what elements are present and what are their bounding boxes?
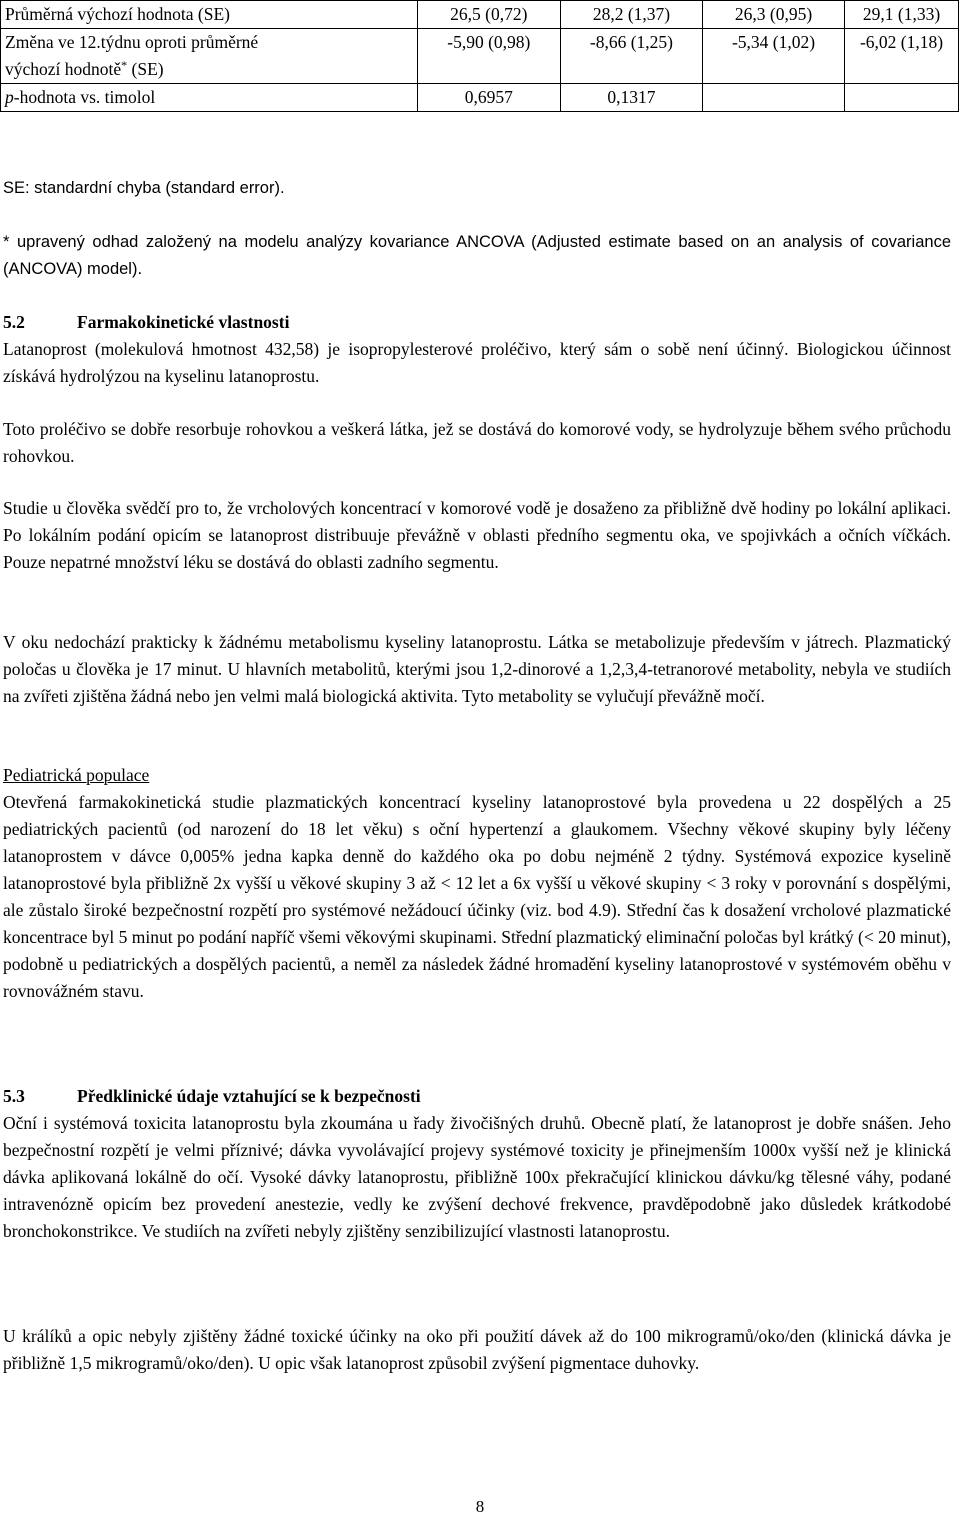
paragraph: Latanoprost (molekulová hmotnost 432,58) je isopropylesterové proléčivo, který sám o sobě není účinný. Biologickou účinnost získává hydrolýzou na kyselinu latanoprostu. xyxy=(3,339,951,386)
asterisk-mark: * xyxy=(121,58,128,72)
section-number: 5.2 xyxy=(3,312,25,332)
paragraph: Studie u člověka svědčí pro to, že vrcholových koncentrací v komorové vodě je dosaženo za přibližně dvě hodiny po lokální aplikaci. Po lokálním podání opicím se latanoprost distribuuje převážně v oblasti předního segmentu oka, ve spojivkách a očních víčkách. Pouze nepatrné množství léku se dostává do oblasti zadního segmentu. xyxy=(3,498,951,572)
table-row xyxy=(1,84,959,112)
paragraph: V oku nedochází prakticky k žádnému metabolismu kyseliny latanoprostu. Látka se metabolizuje především v játrech. Plazmatický poločas u člověka je 17 minut. U hlavních metabolitů, kterými jsou 1,2-dinorové a 1,2,3,4-tetranorové metabolity, nebyla ve studiích na zvířeti zjištěna žádná nebo jen velmi malá biologická aktivita. Tyto metabolity se vylučují převážně močí. xyxy=(3,632,951,706)
row-label-line1: Změna ve 12.týdnu oproti průměrné xyxy=(5,32,259,52)
section-heading-5-2 xyxy=(3,309,951,336)
table-cell: -5,34 (1,02) xyxy=(703,29,845,84)
paragraph: Otevřená farmakokinetická studie plazmatických koncentrací kyseliny latanoprostové byla provedena u 22 dospělých a 25 pediatrických pacientů (od narození do 18 let věku) s oční hypertenzí a glaukomem. Všechny věkové skupiny byly léčeny latanoprostem v dávce 0,005% jedna kapka denně do každého oka po dobu nejméně 2 týdny. Systémová expozice kyselině latanoprostové byla přibližně 2x vyšší u věkové skupiny 3 až < 12 let a 6x vyšší u věkové skupiny < 3 roky v porovnání s dospělými, ale zůstalo široké bezpečnostní rozpětí pro systémové nežádoucí účinky (viz. bod 4.9). Střední čas k dosažení vrcholové plazmatické koncentrace byl 5 minut po podání napříč všemi věkovými skupinami. Střední plazmatický eliminační poločas byl krátký (< 20 minut), podobně u pediatrických a dospělých pacientů, a neměl za následek žádné hromadění kyseliny latanoprostové v systémovém oběhu v rovnovážném stavu. xyxy=(3,792,951,1001)
section-heading-5-3 xyxy=(3,1083,951,1110)
table-cell: 26,5 (0,72) xyxy=(417,1,560,29)
table-cell xyxy=(845,84,959,112)
adjusted-note: * upravený odhad založený na modelu analýzy kovariance ANCOVA (Adjusted estimate based on an analysis of covariance (ANCOVA) model). xyxy=(3,233,951,278)
row-label: Průměrná výchozí hodnota (SE) xyxy=(1,1,418,29)
page-number: 8 xyxy=(475,1497,485,1516)
row-label-rest: -hodnota vs. timolol xyxy=(13,87,156,107)
table-row xyxy=(1,1,959,29)
table-cell: 29,1 (1,33) xyxy=(845,1,959,29)
table-cell: 0,1317 xyxy=(560,84,702,112)
row-label xyxy=(1,84,418,112)
section-title: Farmakokinetické vlastnosti xyxy=(77,312,290,332)
table-row xyxy=(1,29,959,84)
paragraph: Oční i systémová toxicita latanoprostu byla zkoumána u řady živočišných druhů. Obecně platí, že latanoprost je dobře snášen. Jeho bezpečnostní rozpětí je velmi příznivé; dávka vyvolávající projevy systémové toxicity je přinejmenším 1000x vyšší než je klinická dávka aplikovaná lokálně do očí. Vysoké dávky latanoprostu, přibližně 100x překračující klinickou dávku/kg tělesné váhy, podané intravenózně opicím bez provedení anestezie, vedly ke zvýšení dechové frekvence, pravděpodobně jako důsledek krátkodobé bronchokonstrikce. Ve studiích na zvířeti nebyly zjištěny senzibilizující vlastnosti latanoprostu. xyxy=(3,1113,951,1241)
row-label xyxy=(1,29,418,84)
se-note: SE: standardní chyba (standard error). xyxy=(3,179,285,197)
row-label-suffix: (SE) xyxy=(127,59,164,79)
paragraph: Toto proléčivo se dobře resorbuje rohovkou a veškerá látka, jež se dostává do komorové vody, se hydrolyzuje během svého průchodu rohovkou. xyxy=(3,419,951,466)
table-cell: -6,02 (1,18) xyxy=(845,29,959,84)
results-table xyxy=(0,0,959,112)
section-number: 5.3 xyxy=(3,1086,25,1106)
table-cell xyxy=(703,84,845,112)
table-cell: 28,2 (1,37) xyxy=(560,1,702,29)
section-title: Předklinické údaje vztahující se k bezpečnosti xyxy=(77,1086,421,1106)
paragraph: U králíků a opic nebyly zjištěny žádné toxické účinky na oko při použití dávek až do 100 mikrogramů/oko/den (klinická dávka je přibližně 1,5 mikrogramů/oko/den). U opic však latanoprost způsobil zvýšení pigmentace duhovky. xyxy=(3,1326,951,1373)
table-cell: 0,6957 xyxy=(417,84,560,112)
table-cell: -5,90 (0,98) xyxy=(417,29,560,84)
row-label-line2: výchozí hodnotě xyxy=(5,59,122,79)
table-cell: -8,66 (1,25) xyxy=(560,29,702,84)
p-italic: p xyxy=(5,87,14,107)
pediatric-heading: Pediatrická populace xyxy=(3,765,150,785)
table-cell: 26,3 (0,95) xyxy=(703,1,845,29)
